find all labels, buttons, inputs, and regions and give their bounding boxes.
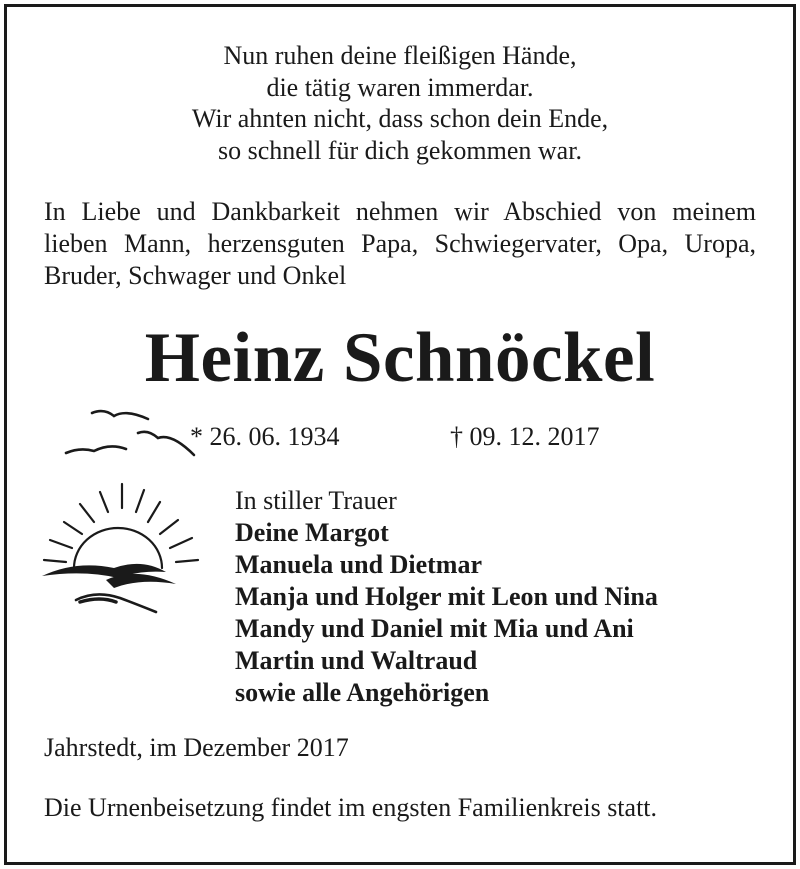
mourner-name: Deine Margot — [235, 518, 389, 547]
mourner-name: sowie alle Angehörigen — [235, 678, 490, 707]
poem-line: Nun ruhen deine fleißigen Hände, — [223, 41, 577, 70]
poem-line: so schnell für dich gekommen war. — [218, 135, 582, 165]
deceased-name: Heinz Schnöckel — [144, 319, 656, 397]
burial-note: Die Urnenbeisetzung findet im engsten Familienkreis statt. — [44, 793, 658, 822]
birth-date: * 26. 06. 1934 — [190, 422, 340, 451]
poem-line: Wir ahnten nicht, dass schon dein Ende, — [191, 104, 609, 133]
mourning-heading: In stiller Trauer — [235, 486, 397, 515]
memorial-poem — [0, 40, 800, 166]
mourners-list — [235, 485, 658, 709]
mourner-name: Manja und Holger mit Leon und Nina — [235, 582, 658, 611]
mourner-name: Manuela und Dietmar — [235, 550, 482, 579]
intro-line: In Liebe und Dankbarkeit nehmen wir Abschied von meinem — [44, 197, 756, 226]
mourner-name: Mandy und Daniel mit Mia und Ani — [235, 614, 634, 643]
intro-text — [44, 196, 756, 292]
intro-line: Bruder, Schwager und Onkel — [44, 261, 347, 290]
place-and-date: Jahrstedt, im Dezember 2017 — [44, 733, 349, 762]
poem-line: die tätig waren immerdar. — [266, 72, 534, 102]
death-date: † 09. 12. 2017 — [450, 422, 600, 451]
birds-icon — [62, 405, 202, 465]
intro-line: lieben Mann, herzensguten Papa, Schwiegervater, Opa, Uropa, — [44, 229, 756, 258]
sunset-icon — [36, 480, 206, 615]
mourner-name: Martin und Waltraud — [235, 646, 478, 675]
